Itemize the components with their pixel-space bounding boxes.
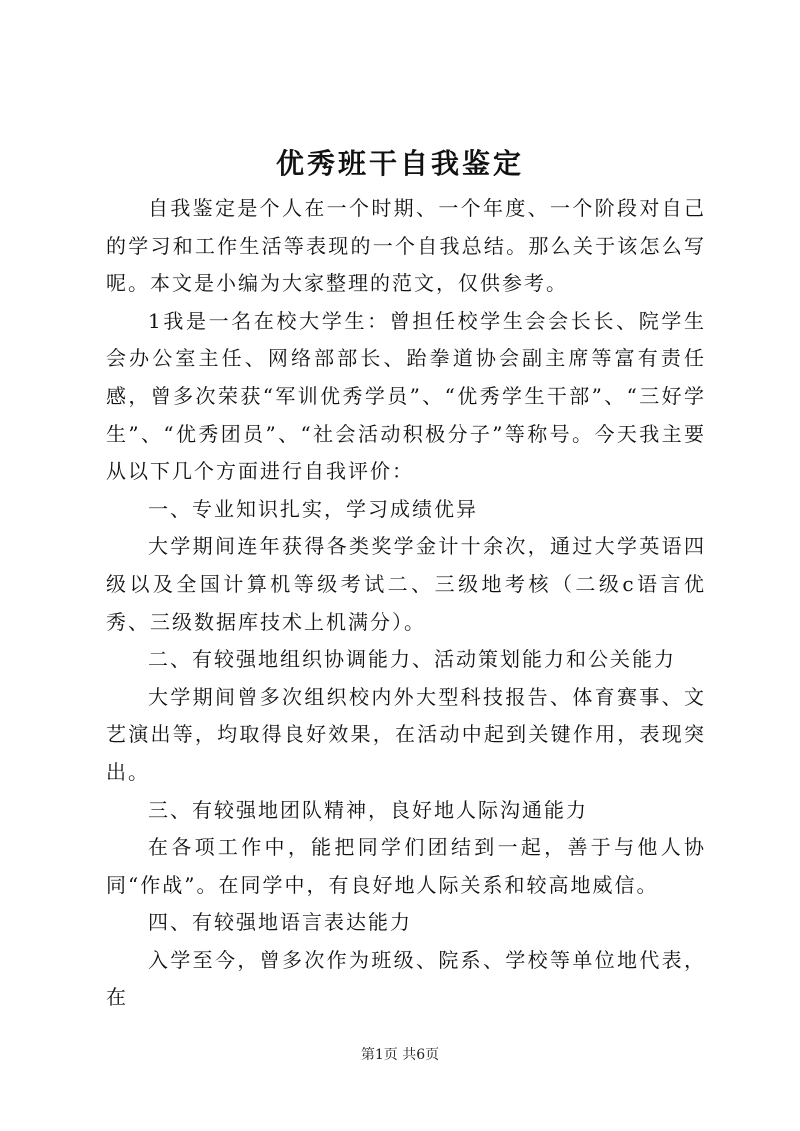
self-introduction-paragraph: 1我是一名在校大学生：曾担任校学生会会长长、院学生会办公室主任、网络部部长、跆拳道协会副主席等富有责任感，曾多次荣获“军训优秀学员”、“优秀学生干部”、“三好学生”、“优秀团员”、“社会活动积极分子”等称号。今天我主要从以下几个方面进行自我评价： <box>106 308 706 484</box>
section-paragraph-3: 在各项工作中，能把同学们团结到一起，善于与他人协同“作战”。在同学中，有良好地人际关系和较高地威信。 <box>106 835 706 897</box>
page-number: 第1页 共6页 <box>360 1047 440 1063</box>
section-heading-3: 三、有较强地团队精神，良好地人际沟通能力 <box>148 797 588 822</box>
section-heading-1: 一、专业知识扎实，学习成绩优异 <box>148 496 478 521</box>
section-paragraph-1: 大学期间连年获得各类奖学金计十余次，通过大学英语四级以及全国计算机等级考试二、三级地考核（二级c语言优秀、三级数据库技术上机满分）。 <box>106 534 706 634</box>
section-heading-4: 四、有较强地语言表达能力 <box>148 910 412 935</box>
section-heading-2: 二、有较强地组织协调能力、活动策划能力和公关能力 <box>148 647 676 672</box>
section-paragraph-2: 大学期间曾多次组织校内外大型科技报告、体育赛事、文艺演出等，均取得良好效果，在活动中起到关键作用，表现突出。 <box>106 684 706 784</box>
document-title: 优秀班干自我鉴定 <box>275 147 524 180</box>
section-paragraph-4: 入学至今，曾多次作为班级、院系、学校等单位地代表，在 <box>106 947 706 1010</box>
document-body <box>106 190 706 1017</box>
intro-paragraph: 自我鉴定是个人在一个时期、一个年度、一个阶段对自己的学习和工作生活等表现的一个自我总结。那么关于该怎么写呢。本文是小编为大家整理的范文，仅供参考。 <box>106 196 706 296</box>
